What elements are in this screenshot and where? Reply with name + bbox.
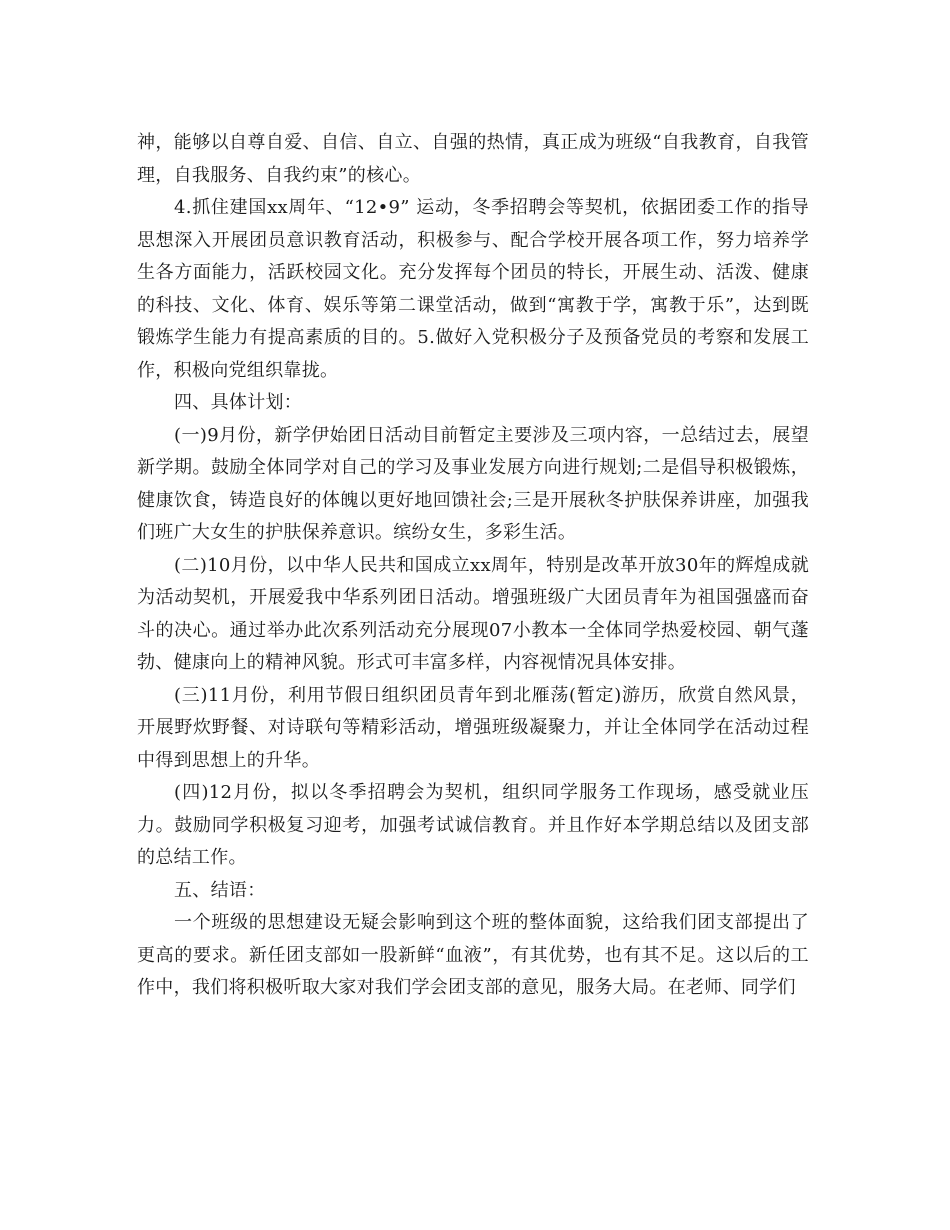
section-heading-conclusion: 五、结语： bbox=[174, 879, 266, 901]
paragraph-continuation: 神，能够以自尊自爱、自信、自立、自强的热情，真正成为班级“自我教育，自我管理，自我服务、自我约束”的核心。 bbox=[137, 132, 809, 186]
paragraph-september: (一)9月份，新学伊始团日活动目前暂定主要涉及三项内容，一总结过去，展望新学期。鼓励全体同学对自己的学习及事业发展方向进行规划;二是倡导积极锻炼，健康饮食，铸造良好的体魄以更好地回馈社会;三是开展秋冬护肤保养讲座，加强我们班广大女生的护肤保养意识。缤纷女生，多彩生活。 bbox=[137, 424, 809, 543]
paragraph-december: (四)12月份，拟以冬季招聘会为契机，组织同学服务工作现场，感受就业压力。鼓励同学积极复习迎考，加强考试诚信教育。并且作好本学期总结以及团支部的总结工作。 bbox=[137, 782, 809, 868]
paragraph-october: (二)10月份，以中华人民共和国成立xx周年，特别是改革开放30年的辉煌成就为活动契机，开展爱我中华系列团日活动。增强班级广大团员青年为祖国强盛而奋斗的决心。通过举办此次系列活动充分展现07小教本一全体同学热爱校园、朝气蓬勃、健康向上的精神风貌。形式可丰富多样，内容视情况具体安排。 bbox=[137, 554, 809, 673]
paragraph-item-4-5: 4.抓住建国xx周年、“12•9” 运动，冬季招聘会等契机，依据团委工作的指导思想深入开展团员意识教育活动，积极参与、配合学校开展各项工作，努力培养学生各方面能力，活跃校园文化。充分发挥每个团员的特长，开展生动、活泼、健康的科技、文化、体育、娱乐等第二课堂活动，做到“寓教于学，寓教于乐”，达到既锻炼学生能力有提高素质的目的。5.做好入党积极分子及预备党员的考察和发展工作，积极向党组织靠拢。 bbox=[137, 197, 809, 381]
section-heading-plan: 四、具体计划： bbox=[174, 392, 303, 413]
document-body bbox=[137, 127, 809, 1005]
paragraph-november: (三)11月份，利用节假日组织团员青年到北雁荡(暂定)游历，欣赏自然风景，开展野炊野餐、对诗联句等精彩活动，增强班级凝聚力，并让全体同学在活动过程中得到思想上的升华。 bbox=[137, 684, 809, 771]
paragraph-conclusion: 一个班级的思想建设无疑会影响到这个班的整体面貌，这给我们团支部提出了更高的要求。新任团支部如一股新鲜“血液”，有其优势，也有其不足。这以后的工作中，我们将积极听取大家对我们学会团支部的意见，服务大局。在老师、同学们 bbox=[137, 912, 809, 998]
